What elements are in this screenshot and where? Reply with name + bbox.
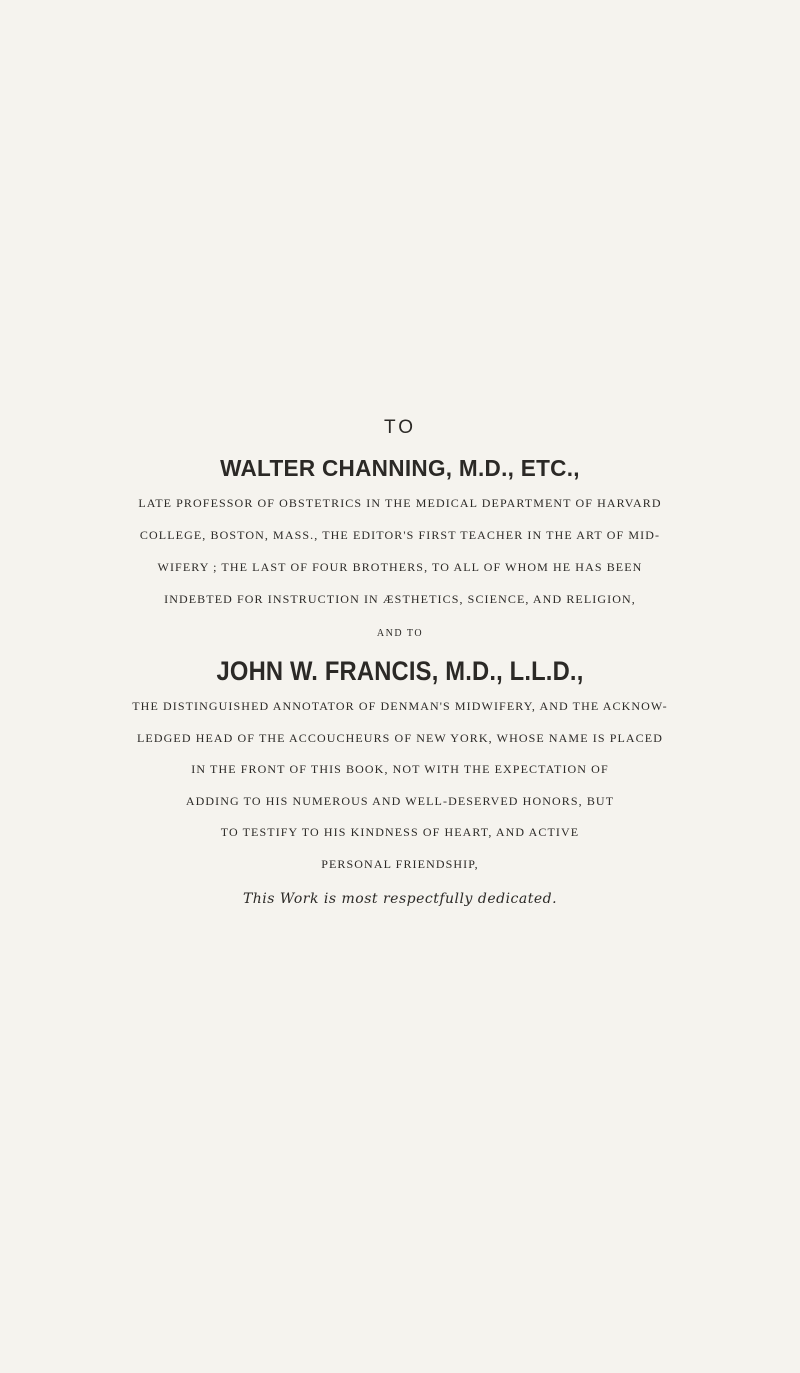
first-honoree-description-line: WIFERY ; THE LAST OF FOUR BROTHERS, TO ALL OF WHOM HE HAS BEEN — [157, 560, 643, 574]
second-honoree-description-line: IN THE FRONT OF THIS BOOK, NOT WITH THE EXPECTATION OF — [191, 762, 609, 776]
first-honoree-description-line: INDEBTED FOR INSTRUCTION IN ÆSTHETICS, SCIENCE, AND RELIGION, — [164, 592, 636, 606]
first-honoree-description-line: LATE PROFESSOR OF OBSTETRICS IN THE MEDICAL DEPARTMENT OF HARVARD — [138, 496, 662, 510]
second-honoree-name: JOHN W. FRANCIS, M.D., L.L.D., — [216, 656, 584, 686]
second-honoree-description-line: ADDING TO HIS NUMEROUS AND WELL-DESERVED HONORS, BUT — [185, 794, 615, 808]
second-honoree-description-line: THE DISTINGUISHED ANNOTATOR OF DENMAN'S MIDWIFERY, AND THE ACKNOW- — [132, 699, 668, 713]
second-honoree-description-line: TO TESTIFY TO HIS KINDNESS OF HEART, AND ACTIVE — [220, 825, 580, 839]
first-honoree-name: WALTER CHANNING, M.D., ETC., — [220, 455, 580, 481]
dedication-closing: This Work is most respectfully dedicated. — [242, 891, 558, 907]
dedication-conjunction: AND TO — [376, 628, 424, 639]
first-honoree-description-line: COLLEGE, BOSTON, MASS., THE EDITOR'S FIRST TEACHER IN THE ART OF MID- — [139, 528, 661, 542]
second-honoree-description-line: PERSONAL FRIENDSHIP, — [321, 857, 479, 871]
dedication-to: TO — [383, 417, 417, 438]
second-honoree-description-line: LEDGED HEAD OF THE ACCOUCHEURS OF NEW YORK, WHOSE NAME IS PLACED — [137, 731, 663, 745]
